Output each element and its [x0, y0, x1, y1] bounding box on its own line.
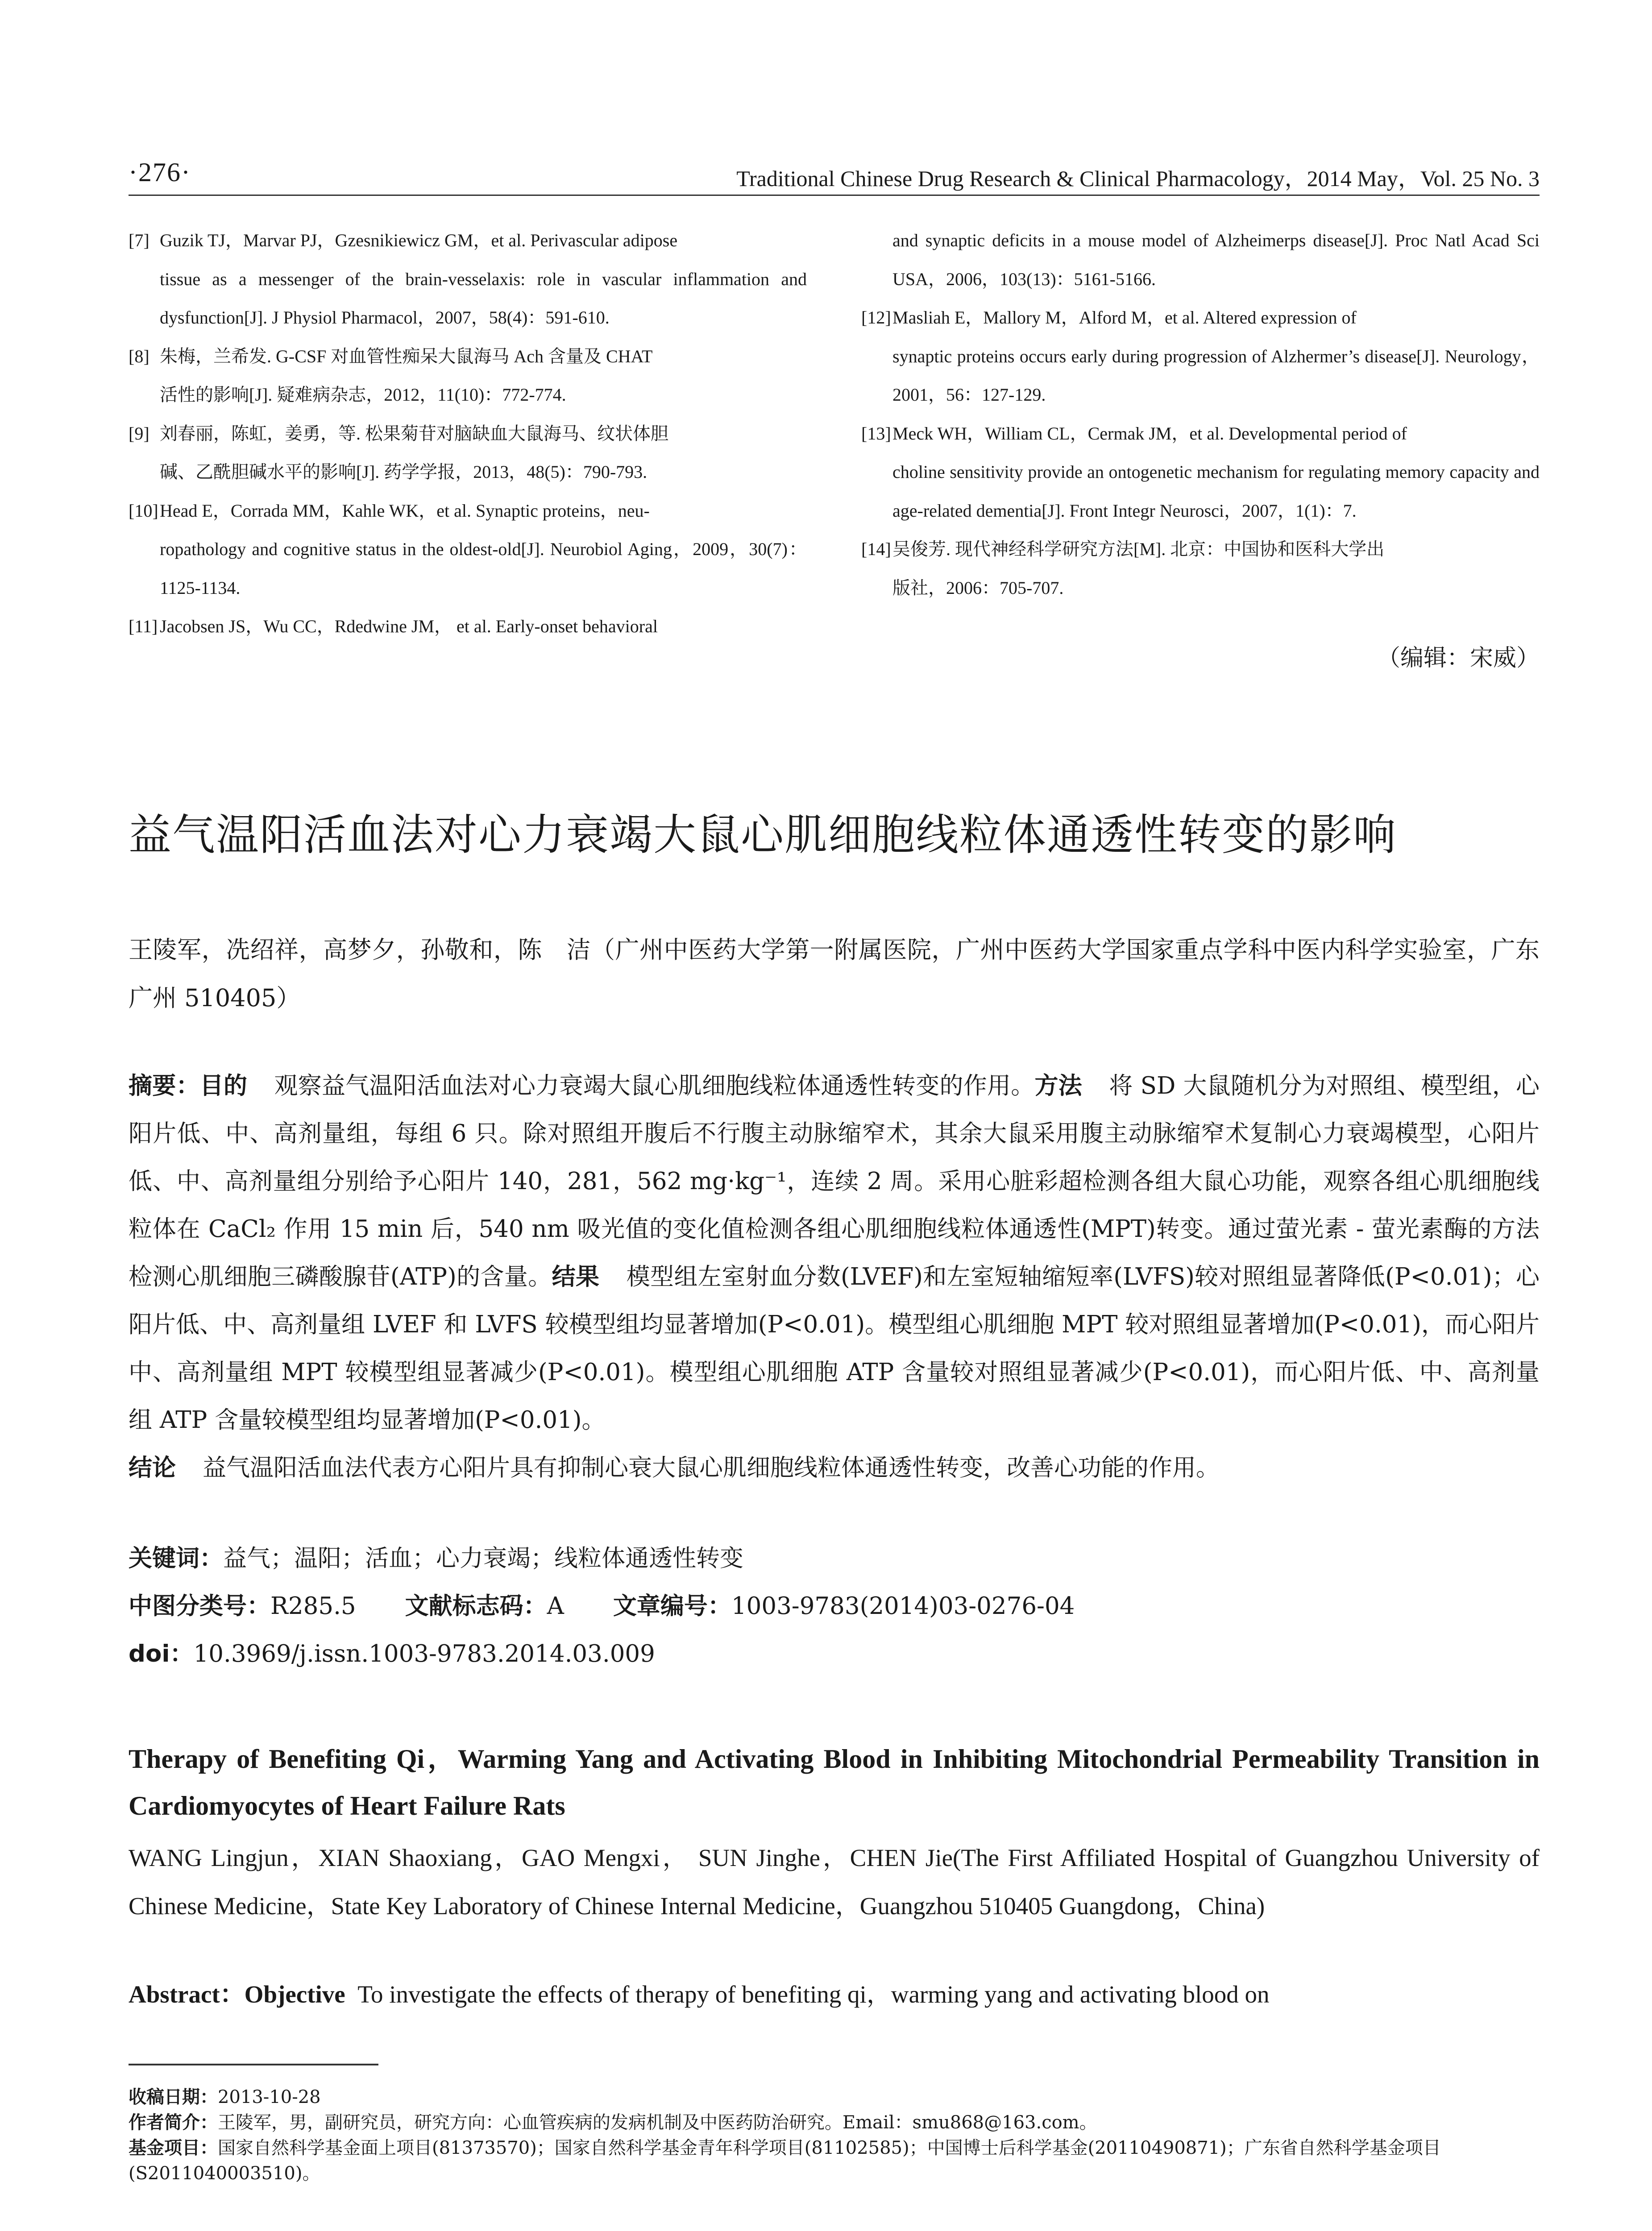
references-right-column — [861, 221, 1540, 607]
keywords-line — [129, 1539, 743, 1573]
article-title-cn: 益气温阳活血法对心力衰竭大鼠心肌细胞线粒体通透性转变的影响 — [129, 810, 1397, 860]
reference-text: Guzik TJ，Marvar PJ，Gzesnikiewicz GM，et al. Perivascular adipose — [160, 230, 678, 250]
received-value: 2013-10-28 — [218, 2087, 321, 2107]
keywords-label: 关键词： — [129, 1545, 223, 1572]
abstract-en — [129, 1970, 1540, 2019]
objective-label: 目的 — [199, 1072, 248, 1099]
author-bio-text: 王陵军，男，副研究员，研究方向：心血管疾病的发病机制及中医药防治研究。Email：smu868@163.com。 — [218, 2112, 1097, 2133]
reference-text-cont: 碱、乙酰胆碱水平的影响[J]. 药学学报，2013，48(5)：790-793. — [160, 462, 648, 482]
clc-label: 中图分类号： — [129, 1592, 270, 1620]
reference-item — [129, 221, 807, 337]
reference-number: [13] — [861, 423, 891, 444]
reference-text: 吴俊芳. 现代神经科学研究方法[M]. 北京：中国协和医科大学出 — [892, 539, 1385, 559]
methods-text: 将 SD 大鼠随机分为对照组、模型组，心阳片低、中、高剂量组，每组 6 只。除对照组开腹后不行腹主动脉缩窄术，其余大鼠采用腹主动脉缩窄术复制心力衰竭模型，心阳片低、中、高剂量组分别给予心阳片 140，281，562 mg·kg⁻¹，连续 2 周。采用心脏彩超检测各组大鼠心功能，观察各组心肌细胞线粒体在 CaCl₂ 作用 15 min 后，540 nm 吸光值的变化值检测各组心肌细胞线粒体通透性(MPT)转变。通过萤光素 - 萤光素酶的方法检测心肌细胞三磷酸腺苷(ATP)的含量。 — [129, 1072, 1540, 1290]
reference-number: [9] — [129, 423, 149, 444]
reference-item — [861, 415, 1540, 531]
reference-item — [129, 607, 807, 646]
reference-number: [14] — [861, 539, 891, 559]
results-label: 结果 — [552, 1263, 600, 1290]
reference-number: [10] — [129, 500, 158, 521]
reference-text-cont: and synaptic deficits in a mouse model of Alzheimerps disease[J]. Proc Natl Acad Sci USA，2006，103(13)：5161-5166. — [892, 230, 1540, 289]
doi-line — [129, 1635, 655, 1669]
reference-text: Jacobsen JS，Wu CC，Rdedwine JM， et al. Early-onset behavioral — [160, 616, 658, 636]
authors-affiliation-en: WANG Lingjun，XIAN Shaoxiang，GAO Mengxi， SUN Jinghe，CHEN Jie(The First Affiliated Hospital of Guangzhou University of Chinese Medicine，State Key Laboratory of Chinese Internal Medicine，Guangzhou 510405 Guangdong，China) — [129, 1844, 1540, 1920]
reference-item — [861, 221, 1540, 299]
author-bio-label: 作者简介： — [129, 2112, 218, 2133]
doi-label: doi： — [129, 1640, 194, 1667]
reference-text: Masliah E，Mallory M，Alford M，et al. Altered expression of — [892, 307, 1357, 328]
journal-running-header: Traditional Chinese Drug Research & Clinical Pharmacology，2014 May，Vol. 25 No. 3 — [736, 166, 1540, 191]
objective-text: 观察益气温阳活血法对心力衰竭大鼠心肌细胞线粒体通透性转变的作用。 — [274, 1072, 1035, 1099]
reference-item — [129, 337, 807, 415]
funding — [129, 2136, 1540, 2186]
article-title-en: Therapy of Benefiting Qi，Warming Yang and Activating Blood in Inhibiting Mitochondrial Permeability Transition in Cardiomyocytes of Heart Failure Rats — [129, 1744, 1540, 1820]
abstract-en-label: Abstract：Objective — [129, 1981, 345, 2008]
article-no-value: 1003-9783(2014)03-0276-04 — [731, 1592, 1075, 1620]
reference-text: 朱梅，兰希发. G-CSF 对血管性痴呆大鼠海马 Ach 含量及 CHAT — [160, 346, 653, 366]
reference-item — [861, 530, 1540, 607]
reference-text: 刘春丽，陈虹，姜勇，等. 松果菊苷对脑缺血大鼠海马、纹状体胆 — [160, 423, 668, 444]
author-bio — [129, 2110, 1540, 2136]
page-number: ·276· — [129, 158, 191, 187]
header-divider — [129, 195, 1540, 196]
references-left-column — [129, 221, 807, 646]
doc-code-value: A — [547, 1592, 564, 1620]
reference-number: [11] — [129, 616, 158, 636]
reference-text-cont: ropathology and cognitive status in the oldest-old[J]. Neurobiol Aging，2009，30(7)：1125-1134. — [160, 539, 807, 598]
results-text: 模型组左室射血分数(LVEF)和左室短轴缩短率(LVFS)较对照组显著降低(P<0.01)；心阳片低、中、高剂量组 LVEF 和 LVFS 较模型组均显著增加(P<0.01)。模型组心肌细胞 MPT 较对照组显著增加(P<0.01)，而心阳片中、高剂量组 MPT 较模型组显著减少(P<0.01)。模型组心肌细胞 ATP 含量较对照组显著减少(P<0.01)，而心阳片低、中、高剂量组 ATP 含量较模型组均显著增加(P<0.01)。 — [129, 1263, 1540, 1434]
doi-value: 10.3969/j.issn.1003-9783.2014.03.009 — [193, 1640, 655, 1667]
reference-item — [129, 492, 807, 608]
funding-label: 基金项目： — [129, 2138, 218, 2158]
reference-number: [8] — [129, 346, 149, 366]
reference-text-cont: tissue as a messenger of the brain-vesselaxis: role in vascular inflammation and dysfunction[J]. J Physiol Pharmacol，2007，58(4)：591-610. — [160, 269, 807, 328]
editor-note: （编辑：宋威） — [1377, 645, 1540, 672]
reference-text-cont: 活性的影响[J]. 疑难病杂志，2012，11(10)：772-774. — [160, 385, 566, 405]
footnote-divider — [129, 2064, 378, 2065]
reference-item — [861, 299, 1540, 415]
reference-text: Meck WH，William CL，Cermak JM，et al. Developmental period of — [892, 423, 1407, 444]
received-label: 收稿日期： — [129, 2087, 218, 2107]
reference-text-cont: synaptic proteins occurs early during progression of Alzhermer’s disease[J]. Neurology，2001，56：127-129. — [892, 346, 1540, 405]
conclusion-text: 益气温阳活血法代表方心阳片具有抑制心衰大鼠心肌细胞线粒体通透性转变，改善心功能的作用。 — [203, 1454, 1220, 1481]
received-date — [129, 2085, 1540, 2110]
abstract-en-text: To investigate the effects of therapy of benefiting qi，warming yang and activating blood on — [357, 1981, 1270, 2008]
conclusion-label: 结论 — [129, 1454, 176, 1481]
reference-text: Head E，Corrada MM，Kahle WK，et al. Synaptic proteins，neu- — [160, 500, 650, 521]
abstract-cn — [129, 1062, 1540, 1492]
reference-number: [7] — [129, 230, 149, 250]
article-no-label: 文章编号： — [613, 1592, 731, 1620]
methods-label: 方法 — [1034, 1072, 1082, 1099]
footnotes — [129, 2085, 1540, 2186]
keywords-text: 益气；温阳；活血；心力衰竭；线粒体通透性转变 — [223, 1545, 743, 1572]
reference-item — [129, 415, 807, 492]
funding-text: 国家自然科学基金面上项目(81373570)；国家自然科学基金青年科学项目(81102585)；中国博士后科学基金(20110490871)；广东省自然科学基金项目(S2011040003510)。 — [129, 2138, 1441, 2184]
authors-affiliation-cn: 王陵军，冼绍祥，高梦夕，孙敬和，陈 洁（广州中医药大学第一附属医院，广州中医药大学国家重点学科中医内科学实验室，广东 广州 510405） — [129, 936, 1540, 1012]
reference-number: [12] — [861, 307, 891, 328]
reference-text-cont: 版社，2006：705-707. — [892, 577, 1064, 598]
doc-code-label: 文献标志码： — [405, 1592, 547, 1620]
abstract-label: 摘要： — [129, 1072, 200, 1099]
clc-value: R285.5 — [270, 1592, 356, 1620]
classification-line — [129, 1587, 1075, 1621]
reference-text-cont: choline sensitivity provide an ontogenetic mechanism for regulating memory capacity and age-related dementia[J]. Front Integr Neurosci，2007，1(1)：7. — [892, 462, 1540, 521]
